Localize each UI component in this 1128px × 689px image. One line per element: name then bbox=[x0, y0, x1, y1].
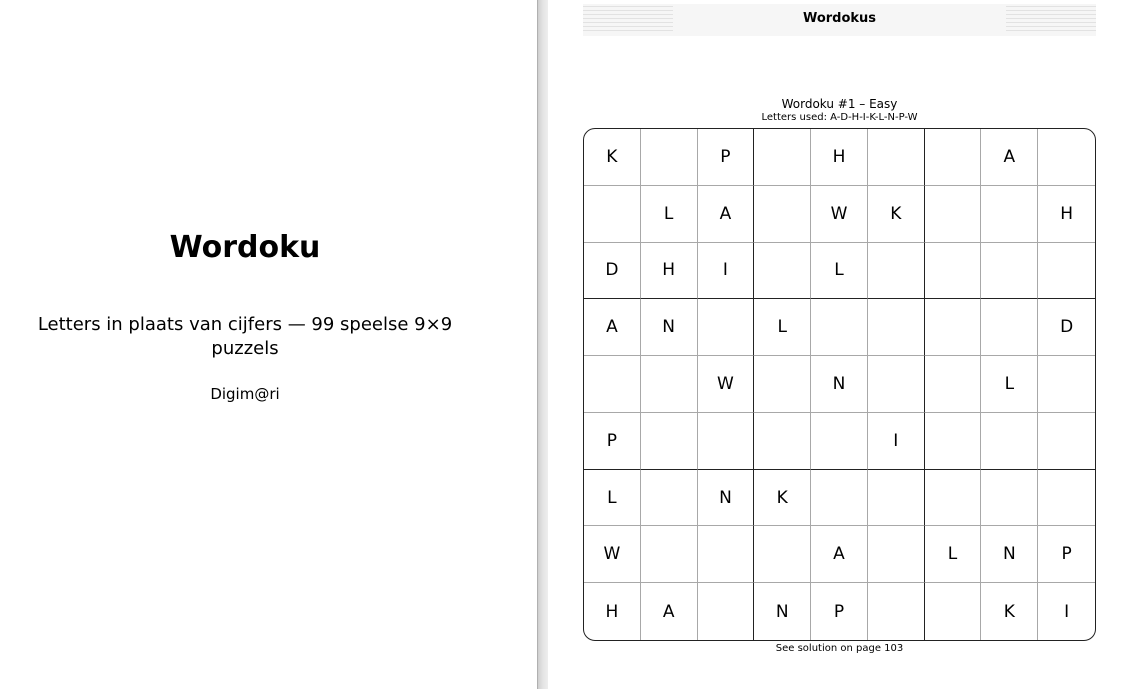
grid-cell bbox=[868, 243, 925, 300]
grid-cell: A bbox=[698, 186, 755, 243]
grid-cell bbox=[868, 356, 925, 413]
grid-cell: A bbox=[641, 583, 698, 640]
grid-cell: I bbox=[868, 413, 925, 470]
grid-cell bbox=[925, 470, 982, 527]
grid-cell bbox=[981, 413, 1038, 470]
grid-cell bbox=[641, 526, 698, 583]
grid-cell bbox=[1038, 356, 1095, 413]
grid-cell bbox=[584, 186, 641, 243]
grid-cell: N bbox=[754, 583, 811, 640]
grid-cell bbox=[698, 583, 755, 640]
grid-cell bbox=[868, 583, 925, 640]
grid-cell: L bbox=[584, 470, 641, 527]
grid-cell: I bbox=[698, 243, 755, 300]
page-header-title: Wordokus bbox=[802, 11, 877, 26]
grid-cell: W bbox=[584, 526, 641, 583]
grid-cell: D bbox=[1038, 299, 1095, 356]
grid-cell bbox=[754, 413, 811, 470]
grid-cell: H bbox=[1038, 186, 1095, 243]
grid-cell bbox=[754, 243, 811, 300]
grid-cell bbox=[754, 186, 811, 243]
book-author: Digim@ri bbox=[210, 385, 280, 403]
grid-cell: N bbox=[698, 470, 755, 527]
grid-cell bbox=[925, 583, 982, 640]
grid-cell: K bbox=[584, 129, 641, 186]
grid-cell bbox=[868, 526, 925, 583]
grid-cell: H bbox=[584, 583, 641, 640]
grid-cell: N bbox=[811, 356, 868, 413]
grid-cell: L bbox=[754, 299, 811, 356]
grid-cell bbox=[811, 299, 868, 356]
solution-note: See solution on page 103 bbox=[775, 643, 904, 654]
wordoku-grid bbox=[583, 128, 1096, 641]
grid-cell bbox=[868, 470, 925, 527]
grid-cell bbox=[925, 299, 982, 356]
grid-cell bbox=[981, 243, 1038, 300]
grid-cell bbox=[868, 299, 925, 356]
grid-cell bbox=[981, 186, 1038, 243]
grid-cell bbox=[754, 526, 811, 583]
puzzle-title: Wordoku #1 – Easy bbox=[781, 97, 898, 111]
grid-cell: L bbox=[641, 186, 698, 243]
grid-cell bbox=[698, 526, 755, 583]
grid-cell bbox=[698, 299, 755, 356]
grid-cell bbox=[925, 356, 982, 413]
grid-cell bbox=[754, 356, 811, 413]
left-page bbox=[0, 0, 537, 689]
grid-cell: W bbox=[811, 186, 868, 243]
book-spine-divider bbox=[537, 0, 548, 689]
grid-cell bbox=[925, 129, 982, 186]
grid-cell bbox=[584, 356, 641, 413]
grid-cell bbox=[698, 413, 755, 470]
grid-cell: K bbox=[981, 583, 1038, 640]
grid-cell: H bbox=[811, 129, 868, 186]
grid-cell bbox=[1038, 243, 1095, 300]
grid-cell: A bbox=[981, 129, 1038, 186]
grid-cell bbox=[811, 413, 868, 470]
grid-cell: I bbox=[1064, 601, 1070, 622]
grid-cell bbox=[981, 299, 1038, 356]
grid-cell: D bbox=[584, 243, 641, 300]
grid-cell bbox=[925, 243, 982, 300]
grid-cell bbox=[925, 413, 982, 470]
right-page bbox=[548, 0, 1128, 689]
grid-cell bbox=[981, 470, 1038, 527]
grid-cell bbox=[1038, 470, 1095, 527]
grid-cell: P bbox=[584, 413, 641, 470]
book-subtitle: Letters in plaats van cijfers — 99 speelse 9×9 puzzels bbox=[37, 314, 453, 359]
grid-cell: L bbox=[981, 356, 1038, 413]
grid-cell: A bbox=[584, 299, 641, 356]
page-header bbox=[583, 4, 1096, 36]
grid-cell bbox=[925, 186, 982, 243]
grid-cell: N bbox=[981, 526, 1038, 583]
grid-cell bbox=[641, 470, 698, 527]
grid-cell: L bbox=[925, 526, 982, 583]
grid-cell bbox=[641, 356, 698, 413]
grid-cell: P bbox=[1038, 526, 1095, 583]
grid-cell: W bbox=[698, 356, 755, 413]
grid-cell: N bbox=[641, 299, 698, 356]
grid-cell bbox=[754, 129, 811, 186]
book-title: Wordoku bbox=[169, 230, 321, 265]
grid-cell bbox=[1038, 413, 1095, 470]
grid-cell bbox=[641, 129, 698, 186]
grid-cell: A bbox=[811, 526, 868, 583]
grid-cell: P bbox=[811, 583, 868, 640]
letters-used: Letters used: A-D-H-I-K-L-N-P-W bbox=[761, 112, 918, 123]
grid-cell: K bbox=[754, 470, 811, 527]
grid-cell: P bbox=[698, 129, 755, 186]
grid-cell bbox=[868, 129, 925, 186]
grid-cell bbox=[641, 413, 698, 470]
grid-cell: K bbox=[868, 186, 925, 243]
grid-cell bbox=[811, 470, 868, 527]
grid-cell: L bbox=[811, 243, 868, 300]
grid-cell: H bbox=[641, 243, 698, 300]
grid-cell bbox=[1038, 129, 1095, 186]
